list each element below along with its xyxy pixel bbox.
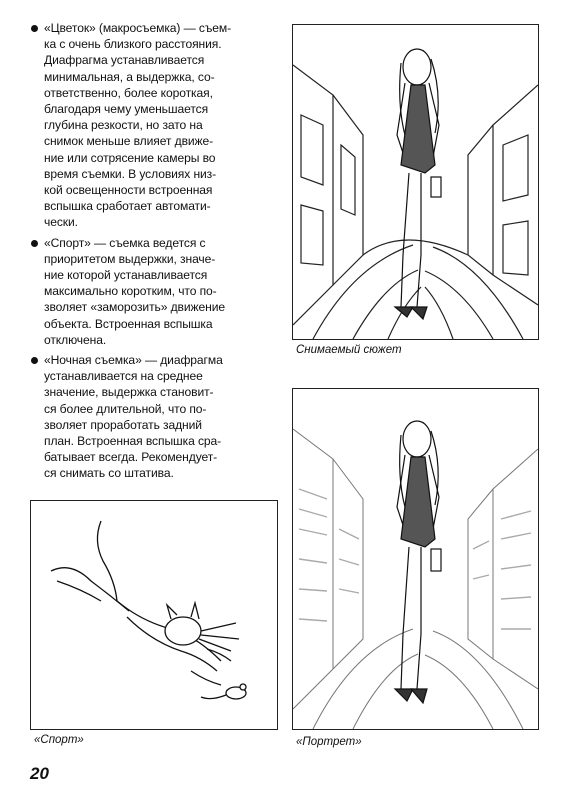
caption-portrait: «Портрет» xyxy=(296,736,362,748)
text-line: приоритетом выдержки, значе- xyxy=(44,251,216,266)
text-line: отключена. xyxy=(44,332,107,347)
figure-portrait-frame xyxy=(292,388,539,730)
text-line: снимок меньше влияет движе- xyxy=(44,134,214,149)
bullet-sport xyxy=(30,235,278,348)
text-line: значение, выдержка становит- xyxy=(44,385,214,400)
text-column xyxy=(30,20,278,486)
text-line: ние или сотрясение камеры во xyxy=(44,150,216,165)
text-line: максимально коротким, что по- xyxy=(44,284,217,299)
text-line: объекта. Встроенная вспышка xyxy=(44,316,213,331)
bullet-night xyxy=(30,352,278,482)
text-line: батывает всегда. Рекомендует- xyxy=(44,450,218,465)
text-line: минимальная, а выдержка, со- xyxy=(44,69,215,84)
caption-subject: Снимаемый сюжет xyxy=(296,344,402,356)
text-line: кой освещенности встроенная xyxy=(44,183,213,198)
caption-sport: «Спорт» xyxy=(34,734,84,746)
text-line: время съемки. В условиях низ- xyxy=(44,166,217,181)
text-line: ка с очень близкого расстояния. xyxy=(44,37,222,52)
text-line: ние которой устанавливается xyxy=(44,268,208,283)
text-line: зволяет проработать задний xyxy=(44,417,202,432)
text-line: благодаря чему уменьшается xyxy=(44,102,209,117)
cat-mouse-illustration xyxy=(31,501,277,729)
woman-street-blurred-illustration xyxy=(293,389,538,729)
bullet-flower xyxy=(30,20,278,231)
text-line: глубина резкости, но зато на xyxy=(44,118,203,133)
text-line: чески. xyxy=(44,215,78,230)
page-number: 20 xyxy=(30,764,49,783)
text-line: план. Встроенная вспышка сра- xyxy=(44,434,222,449)
text-line: ся более длительной, что по- xyxy=(44,401,207,416)
woman-street-illustration xyxy=(293,25,538,339)
text-line: «Спорт» — съемка ведется с xyxy=(44,235,206,250)
text-line: «Цветок» (макросъемка) — съем- xyxy=(44,21,232,35)
text-line: Диафрагма устанавливается xyxy=(44,53,205,68)
text-line: вспышка сработает автомати- xyxy=(44,199,211,214)
text-line: ответственно, более короткая, xyxy=(44,85,213,100)
text-line: «Ночная съемка» — диафрагма xyxy=(44,353,223,368)
figure-subject-frame xyxy=(292,24,539,340)
text-line: ся снимать со штатива. xyxy=(44,466,174,481)
text-line: зволяет «заморозить» движение xyxy=(44,300,226,315)
text-line: устанавливается на среднее xyxy=(44,369,203,384)
figure-sport-frame xyxy=(30,500,278,730)
